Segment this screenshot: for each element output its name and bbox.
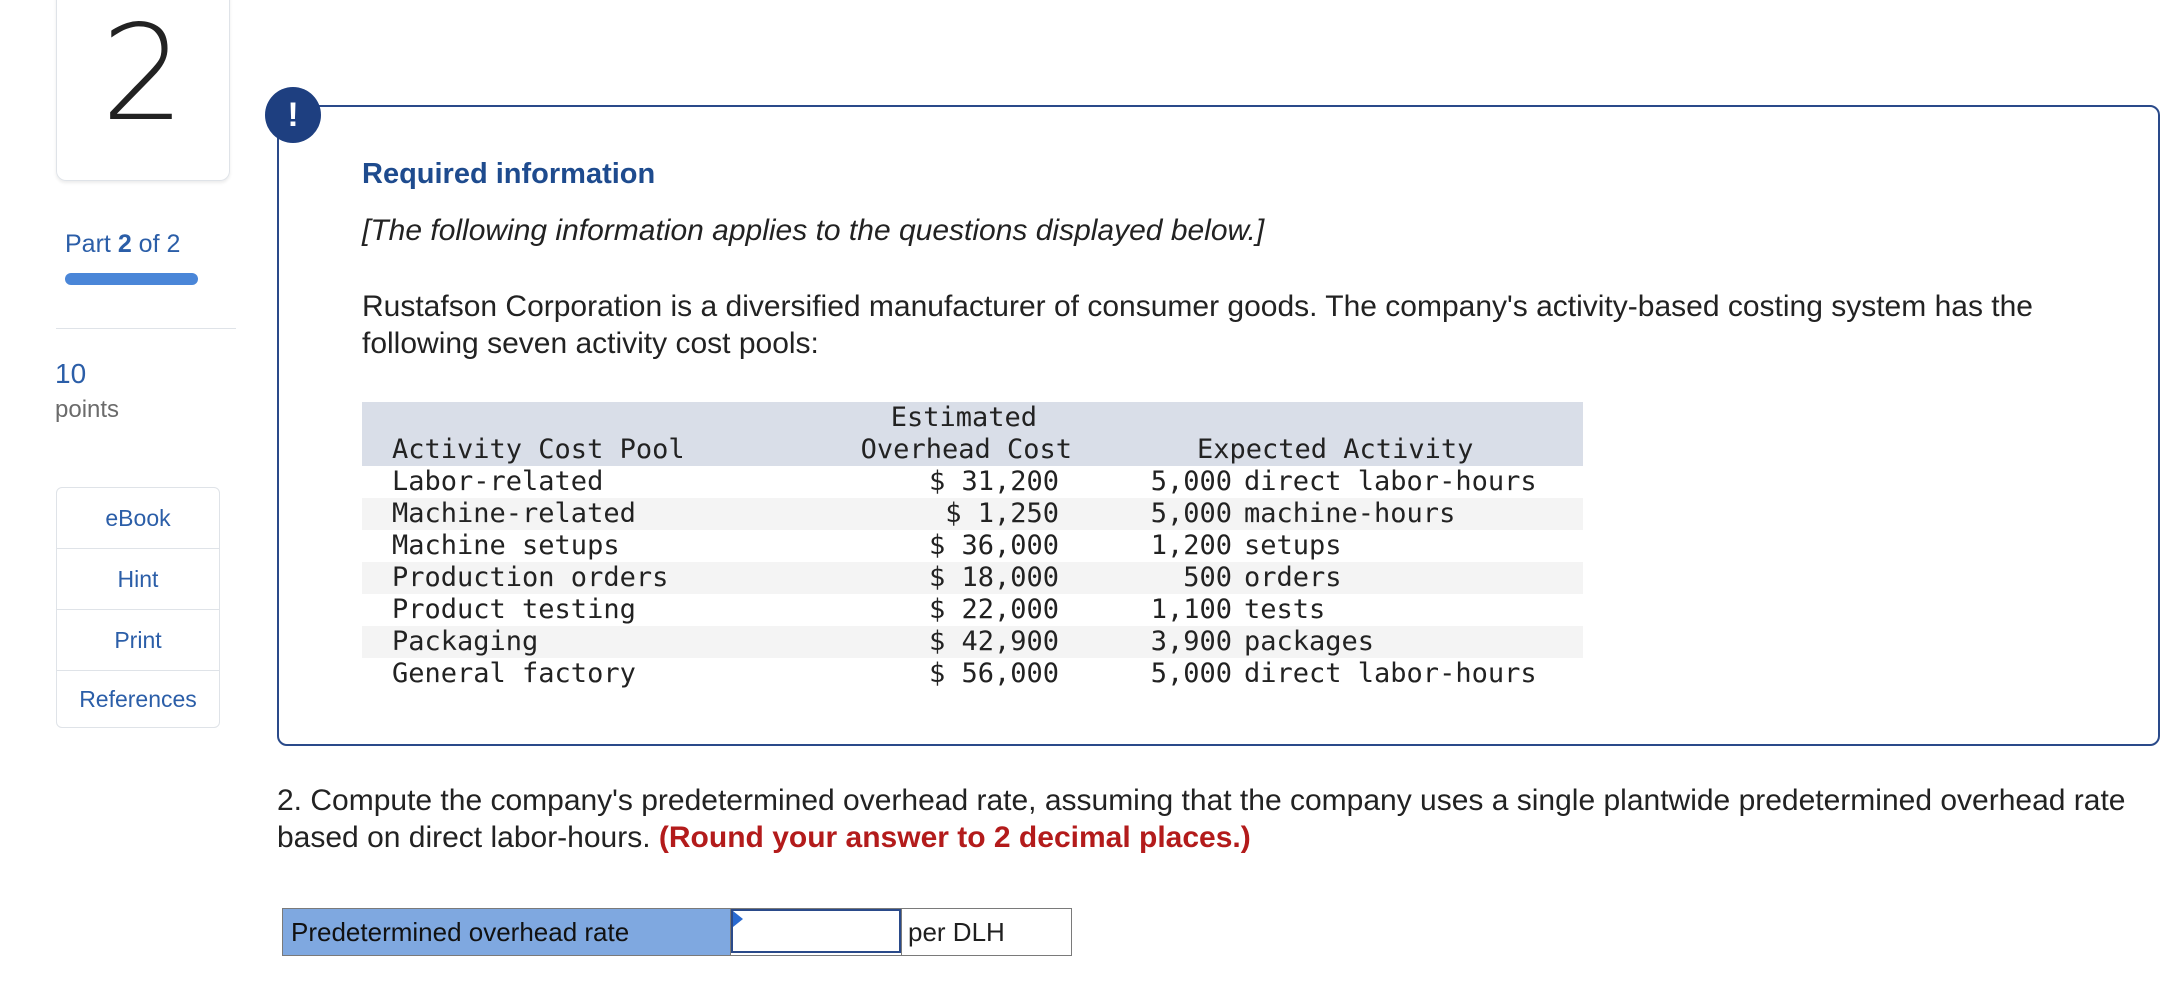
question-number-card xyxy=(56,0,230,181)
part-word: Part xyxy=(65,230,111,258)
pool-cell: Labor-related xyxy=(392,466,604,497)
header-pool: Activity Cost Pool xyxy=(392,434,685,465)
answer-unit: per DLH xyxy=(901,909,1071,955)
intro-paragraph: Rustafson Corporation is a diversified manufacturer of consumer goods. The company's activity-based costing system has the following seven activity cost pools: xyxy=(362,290,2033,360)
points-label: points xyxy=(55,396,120,423)
answer-row xyxy=(282,908,1072,956)
table-row xyxy=(362,658,1583,690)
pool-cell: Production orders xyxy=(392,562,669,593)
pool-cell: Machine-related xyxy=(392,498,636,529)
header-cost-line2: Overhead Cost xyxy=(860,434,1072,465)
part-indicator xyxy=(65,230,180,259)
pool-cell: General factory xyxy=(392,658,636,689)
header-activity: Expected Activity xyxy=(1197,434,1474,465)
pool-cell: Packaging xyxy=(392,626,539,657)
unit-cell: tests xyxy=(1244,594,1326,625)
unit-cell: packages xyxy=(1244,626,1375,657)
qty-cell: 1,100 xyxy=(1150,594,1232,625)
unit-cell: orders xyxy=(1244,562,1342,593)
unit-cell: machine-hours xyxy=(1244,498,1456,529)
table-row xyxy=(362,498,1583,530)
points-value: 10 xyxy=(55,358,87,389)
qty-cell: 1,200 xyxy=(1150,530,1232,561)
pool-cell: Machine setups xyxy=(392,530,620,561)
table-row xyxy=(362,530,1583,562)
question-number: 2 xyxy=(101,0,185,151)
qty-cell: 5,000 xyxy=(1150,658,1232,689)
cost-cell: $ 31,200 xyxy=(928,466,1059,497)
cost-cell: $ 36,000 xyxy=(928,530,1059,561)
activity-cost-table xyxy=(362,402,1583,690)
table-row xyxy=(362,626,1583,658)
pool-cell: Product testing xyxy=(392,594,636,625)
question-prompt xyxy=(277,782,2137,856)
tools-panel xyxy=(56,487,220,728)
cost-cell: $ 1,250 xyxy=(945,498,1059,529)
alert-icon: ! xyxy=(265,87,321,143)
qty-cell: 500 xyxy=(1183,562,1232,593)
qty-cell: 5,000 xyxy=(1150,466,1232,497)
answer-label: Predetermined overhead rate xyxy=(283,909,731,955)
answer-input-wrap xyxy=(731,909,901,955)
part-progress-bar xyxy=(65,273,198,285)
required-info-subtitle: [The following information applies to the questions displayed below.] xyxy=(362,214,1265,247)
divider xyxy=(56,328,236,329)
unit-cell: setups xyxy=(1244,530,1342,561)
unit-cell: direct labor-hours xyxy=(1244,466,1537,497)
unit-cell: direct labor-hours xyxy=(1244,658,1537,689)
required-info-title: Required information xyxy=(362,158,656,190)
cost-cell: $ 22,000 xyxy=(928,594,1059,625)
table-row xyxy=(362,466,1583,498)
part-of: of 2 xyxy=(138,230,181,258)
qty-cell: 5,000 xyxy=(1150,498,1232,529)
ebook-button[interactable]: eBook xyxy=(57,488,219,549)
qty-cell: 3,900 xyxy=(1150,626,1232,657)
question-text: 2. Compute the company's predetermined overhead rate, assuming that the company uses a single plantwide predetermined overhead rate based on direct labor-hours. xyxy=(277,784,2126,854)
header-cost-line1: Estimated xyxy=(890,402,1037,433)
table-row xyxy=(362,562,1583,594)
cost-cell: $ 56,000 xyxy=(928,658,1059,689)
part-current: 2 xyxy=(117,230,132,258)
table-header xyxy=(362,402,1583,466)
input-marker-icon xyxy=(733,911,743,927)
table-row xyxy=(362,594,1583,626)
overhead-rate-input[interactable] xyxy=(731,909,901,953)
cost-cell: $ 42,900 xyxy=(928,626,1059,657)
references-button[interactable]: References xyxy=(79,685,197,712)
cost-cell: $ 18,000 xyxy=(928,562,1059,593)
hint-button[interactable]: Hint xyxy=(57,549,219,610)
print-button[interactable]: Print xyxy=(57,610,219,671)
rounding-instruction: (Round your answer to 2 decimal places.) xyxy=(658,821,1251,854)
